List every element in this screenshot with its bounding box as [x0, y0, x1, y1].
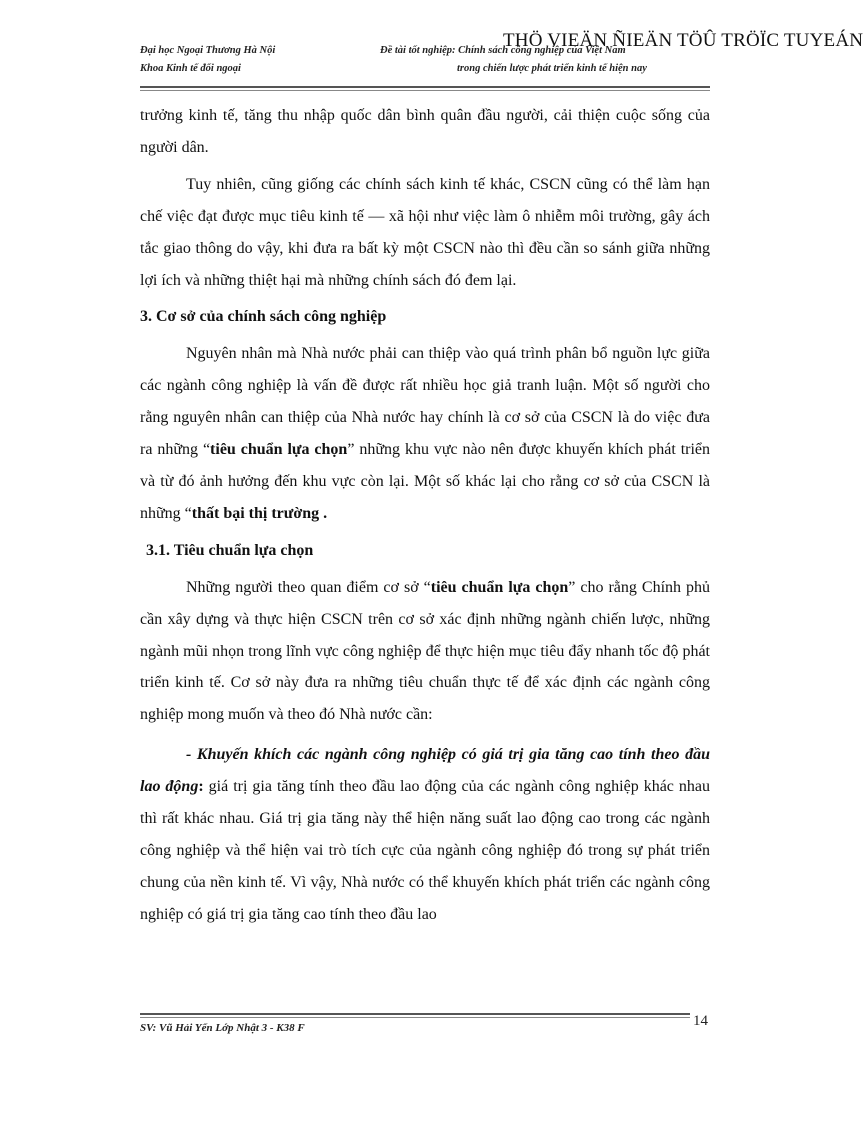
term-selection-criteria-2: tiêu chuẩn lựa chọn — [430, 578, 569, 596]
header-university: Đại học Ngoại Thương Hà Nội — [140, 45, 276, 56]
bullet-colon: : — [198, 778, 204, 796]
section-heading-3-1: 3.1. Tiêu chuẩn lựa chọn — [146, 541, 314, 559]
paragraph-2: Tuy nhiên, cũng giống các chính sách kinh tế khác, CSCN cũng có thể làm hạn chế việc đạt được mục tiêu kinh tế — xã hội như việc làm ô nhiễm môi trường, gây ách tắc giao thông do vậy, khi đưa ra bất kỳ một CSCN nào thì đều cần so sánh giữa những lợi ích và những thiệt hại mà những chính sách đó đem lại. — [140, 175, 710, 289]
bullet-heading: - Khuyến khích các ngành công nghiệp có giá trị gia tăng cao tính theo đầu lao động — [140, 746, 710, 796]
paragraph-5-text: giá trị gia tăng tính theo đầu lao động của các ngành công nghiệp khác nhau thì rất khác nhau. Giá trị gia tăng này thể hiện năng suất lao động cao trong các ngành công nghiệp và thể hiện vai trò tích cực của ngành công nghiệp đó trong sự phát triển chung của nền kinh tế. Vì vậy, Nhà nước có thể khuyến khích phát triển các ngành công nghiệp có giá trị gia tăng cao tính theo đầu lao — [140, 778, 711, 923]
header-thesis-title: Đề tài tốt nghiệp: Chính sách công nghiệp của Việt Nam — [380, 45, 626, 56]
header-divider-thin — [140, 90, 710, 91]
page-body — [140, 100, 710, 931]
header-faculty: Khoa Kinh tế đối ngoại — [140, 63, 241, 74]
paragraph-3-text-a: Nguyên nhân mà Nhà nước phải can thiệp vào quá trình phân bổ nguồn lực giữa các ngành công nghiệp là vấn đề được rất nhiều học giả tranh luận. Một số người cho rằng nguyên nhân can thiệp của Nhà nước hay chính là cơ sở của CSCN là do việc đưa ra những “ — [140, 345, 710, 459]
paragraph-5 — [140, 739, 710, 930]
footer-author: SV: Vũ Hải Yến Lớp Nhật 3 - K38 F — [140, 1022, 305, 1034]
paragraph-4-text-c: ” cho rằng Chính phủ cần xây dựng và thực hiện CSCN trên cơ sở xác định những ngành chiến lược, những ngành mũi nhọn trong lĩnh vực công nghiệp để thực hiện mục tiêu đẩy nhanh tốc độ phát triển kinh tế. Cơ sở này đưa ra những tiêu chuẩn thực tế để xác định các ngành công nghiệp mong muốn và theo đó Nhà nước cần: — [140, 578, 711, 724]
footer-divider — [140, 1013, 690, 1015]
header-divider — [140, 86, 710, 88]
footer-divider-thin — [140, 1017, 690, 1018]
paragraph-4-text-a: Những người theo quan điểm cơ sở “ — [186, 578, 431, 596]
paragraph-3-text-c: ” những khu vực nào nên được khuyến khích phát triển và từ đó ảnh hưởng đến khu vực còn lại. Một số khác lại cho rằng cơ sở của CSCN là những “ — [140, 441, 711, 522]
page-number: 14 — [693, 1013, 708, 1029]
paragraph-3 — [140, 338, 710, 529]
header-thesis-subtitle: trong chiến lược phát triển kinh tế hiện nay — [457, 63, 647, 74]
term-market-failure: thất bại thị trường . — [191, 504, 328, 522]
section-heading-3: 3. Cơ sở của chính sách công nghiệp — [140, 308, 387, 326]
term-selection-criteria: tiêu chuẩn lựa chọn — [210, 441, 348, 459]
paragraph-1: trưởng kinh tế, tăng thu nhập quốc dân bình quân đầu người, cải thiện cuộc sống của người dân. — [140, 107, 710, 156]
paragraph-4 — [140, 572, 710, 732]
library-watermark: THÖ VIEÄN ÑIEÄN TÖÛ TRÖÏC TUYEÁN — [503, 30, 863, 51]
